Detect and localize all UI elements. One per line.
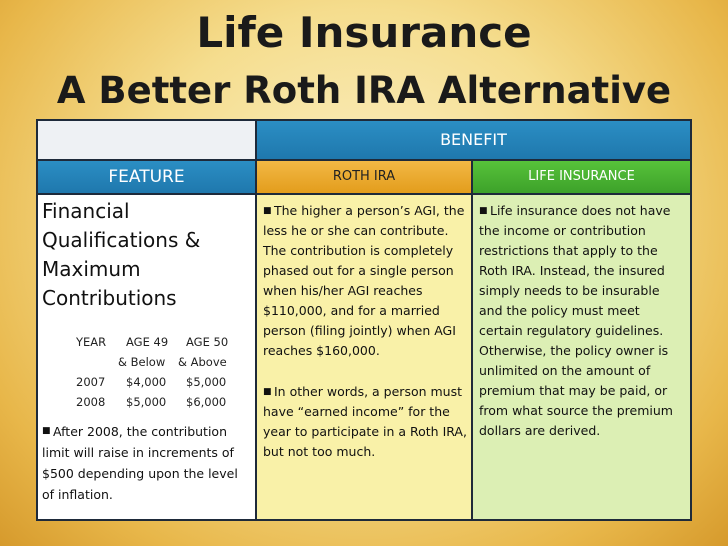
limits-age49-value: $4,000 [126, 375, 167, 389]
life-insurance-cell [473, 195, 690, 519]
roth-bullet-1-text: The higher a person’s AGI, the less he or she can contribute. The contribution is completely phased out for a single person when his/her AGI reaches $110,000, and for a married person (filing jointly) when AGI reaches $160,000. [263, 203, 465, 358]
limits-row-2008 [38, 393, 255, 413]
header-blank-cell [38, 121, 255, 159]
roth-ira-header: ROTH IRA [257, 161, 471, 193]
limits-age50-value: $6,000 [186, 395, 227, 409]
limits-row-2007 [38, 373, 255, 393]
limits-header-age49: AGE 49 [126, 335, 169, 349]
slide-subtitle: A Better Roth IRA Alternative [56, 69, 672, 112]
limits-header-year: YEAR [76, 335, 107, 349]
limits-header-age50: AGE 50 [186, 335, 229, 349]
contribution-note-text: After 2008, the contribution limit will raise in increments of $500 depending upon the level of inflation. [42, 424, 238, 502]
bullet-icon: ■ [479, 206, 488, 216]
comparison-table [36, 119, 692, 521]
limits-age50-value: $5,000 [186, 375, 227, 389]
feature-header: FEATURE [38, 161, 255, 193]
benefit-header: BENEFIT [257, 121, 690, 159]
contribution-limits-table [38, 333, 255, 413]
life-bullet-1 [479, 201, 685, 441]
bullet-icon: ■ [42, 426, 51, 436]
bullet-icon: ■ [263, 387, 272, 397]
roth-bullet-1 [263, 201, 467, 361]
limits-year: 2007 [76, 375, 106, 389]
roth-bullet-2-text: In other words, a person must have “earned income” for the year to participate in a Roth IRA, but not too much. [263, 384, 467, 459]
limits-age49-value: $5,000 [126, 395, 167, 409]
slide-title: Life Insurance [196, 8, 532, 57]
roth-bullet-2 [263, 382, 467, 462]
limits-subheader-below: & Below [118, 355, 166, 369]
roth-ira-cell [257, 195, 471, 519]
limits-subheader-row [38, 353, 255, 373]
life-bullet-1-text: Life insurance does not have the income or contribution restrictions that apply to the Roth IRA. Instead, the insured simply needs to be insurable and the policy must meet certain regulatory guidelines. Otherwise, the policy owner is unlimited on the amount of premium that may be paid, or from what source the premium dollars are derived. [479, 203, 673, 438]
feature-title: Financial Qualifications & Maximum Contributions [42, 199, 201, 310]
limits-subheader-above: & Above [178, 355, 227, 369]
bullet-icon: ■ [263, 206, 272, 216]
limits-header-row [38, 333, 255, 353]
contribution-note [42, 421, 252, 505]
life-insurance-header: LIFE INSURANCE [473, 161, 690, 193]
limits-year: 2008 [76, 395, 106, 409]
feature-cell [38, 195, 255, 519]
